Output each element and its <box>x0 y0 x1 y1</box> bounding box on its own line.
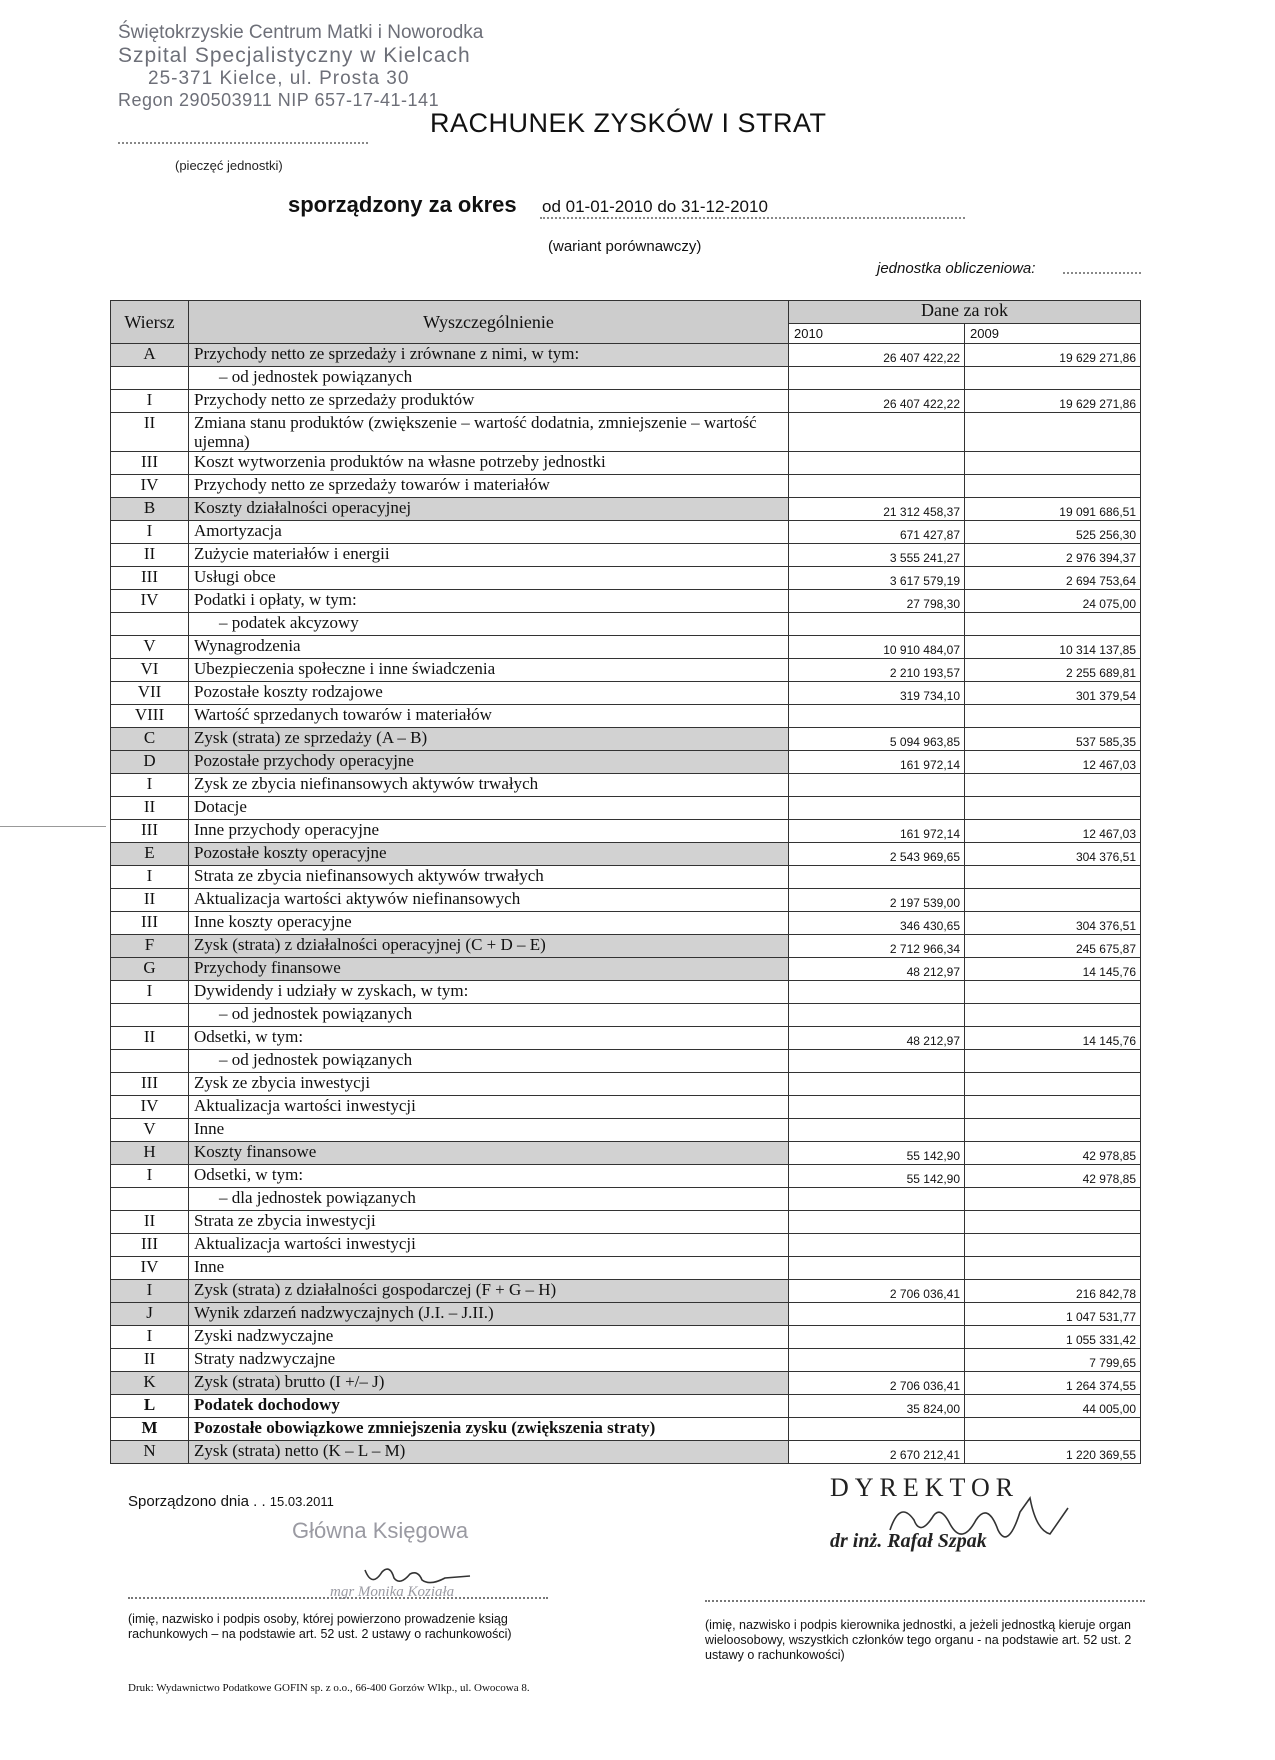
table-row <box>111 367 1141 390</box>
director-dotted-line <box>705 1600 1145 1602</box>
table-row <box>111 912 1141 935</box>
table-row <box>111 797 1141 820</box>
value-2010-cell <box>789 1349 965 1372</box>
row-number-cell: VII <box>111 682 189 705</box>
value-2009-cell: 2 255 689,81 <box>965 659 1141 682</box>
table-row <box>111 1441 1141 1464</box>
row-description-cell: Strata ze zbycia niefinansowych aktywów trwałych <box>189 866 789 889</box>
value-2010-cell: 2 712 966,34 <box>789 935 965 958</box>
value-2009-cell: 525 256,30 <box>965 521 1141 544</box>
value-2010-cell: 55 142,90 <box>789 1142 965 1165</box>
value-2010-cell: 2 706 036,41 <box>789 1372 965 1395</box>
table-row <box>111 1119 1141 1142</box>
row-description-cell: Amortyzacja <box>189 521 789 544</box>
income-statement-table <box>110 300 1141 1464</box>
row-description-cell: Zmiana stanu produktów (zwiększenie – wartość dodatnia, zmniejszenie – wartość ujemna) <box>189 413 789 452</box>
row-number-cell: N <box>111 1441 189 1464</box>
row-number-cell: I <box>111 866 189 889</box>
accountant-name-stamp: mgr Monika Koziała <box>330 1584 455 1600</box>
value-2010-cell: 10 910 484,07 <box>789 636 965 659</box>
value-2009-cell: 1 220 369,55 <box>965 1441 1141 1464</box>
row-description-cell: Koszty finansowe <box>189 1142 789 1165</box>
row-description-cell: Inne przychody operacyjne <box>189 820 789 843</box>
value-2009-cell <box>965 1004 1141 1027</box>
table-row <box>111 981 1141 1004</box>
value-2009-cell: 19 629 271,86 <box>965 344 1141 367</box>
row-description-cell: Zysk ze zbycia niefinansowych aktywów trwałych <box>189 774 789 797</box>
row-number-cell: V <box>111 1119 189 1142</box>
value-2009-cell <box>965 1211 1141 1234</box>
row-number-cell: III <box>111 452 189 475</box>
row-number-cell <box>111 1050 189 1073</box>
row-number-cell <box>111 1188 189 1211</box>
table-row <box>111 1395 1141 1418</box>
table-row <box>111 1027 1141 1050</box>
value-2010-cell: 21 312 458,37 <box>789 498 965 521</box>
row-description-cell: – podatek akcyzowy <box>189 613 789 636</box>
unit-label: jednostka obliczeniowa: <box>877 260 1036 277</box>
row-description-cell: Aktualizacja wartości aktywów niefinansowych <box>189 889 789 912</box>
table-row <box>111 452 1141 475</box>
prepared-date: 15.03.2011 <box>269 1494 334 1509</box>
row-description-cell: Koszty działalności operacyjnej <box>189 498 789 521</box>
table-row <box>111 1418 1141 1441</box>
chief-accountant-stamp: Główna Księgowa <box>292 1518 469 1543</box>
table-row <box>111 1188 1141 1211</box>
row-number-cell: I <box>111 1165 189 1188</box>
row-description-cell: Przychody finansowe <box>189 958 789 981</box>
value-2009-cell <box>965 1418 1141 1441</box>
row-description-cell: Dotacje <box>189 797 789 820</box>
table-row <box>111 659 1141 682</box>
value-2010-cell: 2 543 969,65 <box>789 843 965 866</box>
table-row <box>111 935 1141 958</box>
table-row <box>111 1326 1141 1349</box>
value-2010-cell: 3 617 579,19 <box>789 567 965 590</box>
value-2009-cell: 304 376,51 <box>965 843 1141 866</box>
director-stamp-title: DYREKTOR <box>830 1473 1020 1502</box>
value-2009-cell: 301 379,54 <box>965 682 1141 705</box>
value-2009-cell: 10 314 137,85 <box>965 636 1141 659</box>
row-description-cell: Aktualizacja wartości inwestycji <box>189 1234 789 1257</box>
value-2010-cell: 346 430,65 <box>789 912 965 935</box>
row-description-cell: Wartość sprzedanych towarów i materiałów <box>189 705 789 728</box>
value-2010-cell <box>789 1004 965 1027</box>
director-name-stamp: dr inż. Rafał Szpak <box>830 1530 987 1552</box>
row-description-cell: Strata ze zbycia inwestycji <box>189 1211 789 1234</box>
value-2010-cell <box>789 452 965 475</box>
table-row <box>111 1257 1141 1280</box>
row-number-cell: V <box>111 636 189 659</box>
row-number-cell: E <box>111 843 189 866</box>
table-row <box>111 590 1141 613</box>
row-description-cell: Zysk (strata) z działalności gospodarczej (F + G – H) <box>189 1280 789 1303</box>
value-2010-cell: 26 407 422,22 <box>789 344 965 367</box>
row-description-cell: Zysk (strata) netto (K – L – M) <box>189 1441 789 1464</box>
row-description-cell: Ubezpieczenia społeczne i inne świadczenia <box>189 659 789 682</box>
value-2010-cell <box>789 1326 965 1349</box>
table-row <box>111 544 1141 567</box>
table-row <box>111 1372 1141 1395</box>
stamp-line-3: 25-371 Kielce, ul. Prosta 30 <box>148 68 410 89</box>
row-number-cell <box>111 613 189 636</box>
row-number-cell: III <box>111 1234 189 1257</box>
value-2010-cell <box>789 475 965 498</box>
value-2009-cell <box>965 797 1141 820</box>
table-row <box>111 1142 1141 1165</box>
value-2010-cell: 2 210 193,57 <box>789 659 965 682</box>
header-year-2009: 2009 <box>965 323 1141 343</box>
table-row <box>111 866 1141 889</box>
value-2010-cell <box>789 1211 965 1234</box>
row-description-cell: Inne koszty operacyjne <box>189 912 789 935</box>
variant-label: (wariant porównawczy) <box>548 238 702 255</box>
table-row <box>111 475 1141 498</box>
document-title: RACHUNEK ZYSKÓW I STRAT <box>430 108 827 138</box>
value-2009-cell: 1 047 531,77 <box>965 1303 1141 1326</box>
table-row <box>111 344 1141 367</box>
period-label: sporządzony za okres <box>288 192 517 217</box>
row-number-cell: B <box>111 498 189 521</box>
row-description-cell: Inne <box>189 1257 789 1280</box>
value-2010-cell <box>789 413 965 452</box>
row-description-cell: Przychody netto ze sprzedaży produktów <box>189 390 789 413</box>
value-2009-cell <box>965 1073 1141 1096</box>
table-body <box>111 344 1141 1464</box>
value-2009-cell: 42 978,85 <box>965 1142 1141 1165</box>
value-2009-cell: 2 976 394,37 <box>965 544 1141 567</box>
value-2010-cell: 26 407 422,22 <box>789 390 965 413</box>
value-2009-cell: 19 629 271,86 <box>965 390 1141 413</box>
stamp-caption: (pieczęć jednostki) <box>175 158 283 173</box>
row-number-cell: III <box>111 1073 189 1096</box>
row-number-cell: A <box>111 344 189 367</box>
table-row <box>111 1234 1141 1257</box>
row-number-cell: IV <box>111 590 189 613</box>
row-description-cell: Podatek dochodowy <box>189 1395 789 1418</box>
value-2010-cell <box>789 367 965 390</box>
table-row <box>111 751 1141 774</box>
value-2009-cell <box>965 705 1141 728</box>
table-row <box>111 1165 1141 1188</box>
row-number-cell: IV <box>111 1257 189 1280</box>
row-description-cell: Przychody netto ze sprzedaży i zrównane z nimi, w tym: <box>189 344 789 367</box>
row-description-cell: Wynik zdarzeń nadzwyczajnych (J.I. – J.II.) <box>189 1303 789 1326</box>
row-number-cell: I <box>111 390 189 413</box>
row-number-cell: G <box>111 958 189 981</box>
row-description-cell: Zysk (strata) brutto (I +/– J) <box>189 1372 789 1395</box>
director-caption: (imię, nazwisko i podpis kierownika jednostki, a jeżeli jednostką kieruje organ wieloosobowy, wszystkich członków tego organu - na podstawie art. 52 ust. 2 ustawy o rachunkowości) <box>705 1618 1132 1662</box>
value-2009-cell: 42 978,85 <box>965 1165 1141 1188</box>
value-2009-cell: 14 145,76 <box>965 958 1141 981</box>
value-2010-cell <box>789 774 965 797</box>
value-2009-cell <box>965 367 1141 390</box>
printer-imprint: Druk: Wydawnictwo Podatkowe GOFIN sp. z o.o., 66-400 Gorzów Wlkp., ul. Owocowa 8. <box>128 1682 530 1694</box>
table-row <box>111 636 1141 659</box>
row-number-cell: II <box>111 544 189 567</box>
header-description: Wyszczególnienie <box>189 301 789 344</box>
row-number-cell: II <box>111 1349 189 1372</box>
value-2010-cell <box>789 1188 965 1211</box>
value-2009-cell <box>965 475 1141 498</box>
value-2010-cell <box>789 981 965 1004</box>
value-2010-cell <box>789 1119 965 1142</box>
value-2010-cell <box>789 1050 965 1073</box>
value-2009-cell <box>965 1257 1141 1280</box>
header-row-number: Wiersz <box>111 301 189 344</box>
table-row <box>111 958 1141 981</box>
value-2009-cell: 2 694 753,64 <box>965 567 1141 590</box>
row-description-cell: Aktualizacja wartości inwestycji <box>189 1096 789 1119</box>
value-2009-cell: 24 075,00 <box>965 590 1141 613</box>
row-description-cell: Wynagrodzenia <box>189 636 789 659</box>
value-2009-cell: 1 264 374,55 <box>965 1372 1141 1395</box>
value-2010-cell: 2 706 036,41 <box>789 1280 965 1303</box>
value-2009-cell: 19 091 686,51 <box>965 498 1141 521</box>
value-2009-cell: 304 376,51 <box>965 912 1141 935</box>
prepared-date-line: Sporządzono dnia . . 15.03.2011 <box>128 1493 334 1510</box>
header-data-for-year: Dane za rok <box>789 301 1141 324</box>
row-description-cell: Zużycie materiałów i energii <box>189 544 789 567</box>
row-description-cell: Dywidendy i udziały w zyskach, w tym: <box>189 981 789 1004</box>
row-description-cell: Odsetki, w tym: <box>189 1165 789 1188</box>
value-2009-cell <box>965 613 1141 636</box>
row-number-cell: VI <box>111 659 189 682</box>
value-2010-cell: 5 094 963,85 <box>789 728 965 751</box>
value-2010-cell <box>789 1073 965 1096</box>
header-year-2010: 2010 <box>789 323 965 343</box>
unit-stamp <box>118 22 484 111</box>
row-description-cell: Zysk (strata) ze sprzedaży (A – B) <box>189 728 789 751</box>
row-number-cell: L <box>111 1395 189 1418</box>
row-number-cell: III <box>111 912 189 935</box>
period-value: od 01-01-2010 do 31-12-2010 <box>542 197 768 216</box>
value-2010-cell: 2 197 539,00 <box>789 889 965 912</box>
value-2009-cell <box>965 1050 1141 1073</box>
value-2009-cell: 216 842,78 <box>965 1280 1141 1303</box>
value-2009-cell <box>965 889 1141 912</box>
value-2010-cell <box>789 1096 965 1119</box>
value-2009-cell <box>965 413 1141 452</box>
row-number-cell: H <box>111 1142 189 1165</box>
row-number-cell: II <box>111 413 189 452</box>
value-2009-cell <box>965 1188 1141 1211</box>
row-number-cell: II <box>111 889 189 912</box>
row-description-cell: Zysk (strata) z działalności operacyjnej (C + D – E) <box>189 935 789 958</box>
row-description-cell: Pozostałe przychody operacyjne <box>189 751 789 774</box>
row-number-cell: I <box>111 1326 189 1349</box>
table-row <box>111 390 1141 413</box>
value-2010-cell <box>789 1257 965 1280</box>
row-description-cell: Koszt wytworzenia produktów na własne potrzeby jednostki <box>189 452 789 475</box>
value-2010-cell: 319 734,10 <box>789 682 965 705</box>
table-row <box>111 521 1141 544</box>
value-2010-cell: 48 212,97 <box>789 1027 965 1050</box>
row-number-cell: F <box>111 935 189 958</box>
row-description-cell: Pozostałe koszty rodzajowe <box>189 682 789 705</box>
value-2009-cell <box>965 1234 1141 1257</box>
value-2009-cell <box>965 1096 1141 1119</box>
row-number-cell: I <box>111 1280 189 1303</box>
value-2009-cell <box>965 774 1141 797</box>
table-row <box>111 1349 1141 1372</box>
row-number-cell <box>111 1004 189 1027</box>
table-row <box>111 889 1141 912</box>
row-number-cell: K <box>111 1372 189 1395</box>
value-2009-cell <box>965 981 1141 1004</box>
value-2009-cell <box>965 1119 1141 1142</box>
row-number-cell: I <box>111 521 189 544</box>
value-2010-cell: 671 427,87 <box>789 521 965 544</box>
table-row <box>111 567 1141 590</box>
row-description-cell: Straty nadzwyczajne <box>189 1349 789 1372</box>
value-2009-cell <box>965 452 1141 475</box>
row-number-cell <box>111 367 189 390</box>
value-2009-cell <box>965 866 1141 889</box>
row-number-cell: VIII <box>111 705 189 728</box>
row-number-cell: I <box>111 774 189 797</box>
row-description-cell: Podatki i opłaty, w tym: <box>189 590 789 613</box>
value-2010-cell: 161 972,14 <box>789 751 965 774</box>
row-description-cell: Inne <box>189 1119 789 1142</box>
row-number-cell: II <box>111 1211 189 1234</box>
table-row <box>111 1096 1141 1119</box>
table-row <box>111 413 1141 452</box>
value-2010-cell <box>789 1303 965 1326</box>
value-2010-cell: 3 555 241,27 <box>789 544 965 567</box>
row-number-cell: III <box>111 567 189 590</box>
stamp-dotted-line <box>118 142 368 144</box>
row-description-cell: – od jednostek powiązanych <box>189 1050 789 1073</box>
table-row <box>111 613 1141 636</box>
stamp-line-2: Szpital Specjalistyczny w Kielcach <box>118 44 471 67</box>
accountant-dotted-line <box>128 1597 548 1599</box>
row-description-cell: Zyski nadzwyczajne <box>189 1326 789 1349</box>
table-row <box>111 1280 1141 1303</box>
row-description-cell: – od jednostek powiązanych <box>189 367 789 390</box>
row-number-cell: IV <box>111 475 189 498</box>
table-row <box>111 498 1141 521</box>
row-number-cell: I <box>111 981 189 1004</box>
stamp-line-1: Świętokrzyskie Centrum Matki i Noworodka <box>118 22 484 43</box>
value-2010-cell: 27 798,30 <box>789 590 965 613</box>
prepared-label: Sporządzono dnia <box>128 1493 249 1510</box>
value-2009-cell: 14 145,76 <box>965 1027 1141 1050</box>
value-2009-cell: 12 467,03 <box>965 820 1141 843</box>
row-number-cell: II <box>111 797 189 820</box>
row-number-cell: IV <box>111 1096 189 1119</box>
scan-margin-line <box>0 826 106 827</box>
table-row <box>111 843 1141 866</box>
table-row <box>111 1303 1141 1326</box>
row-description-cell: Przychody netto ze sprzedaży towarów i materiałów <box>189 475 789 498</box>
value-2010-cell <box>789 705 965 728</box>
row-description-cell: Odsetki, w tym: <box>189 1027 789 1050</box>
value-2009-cell: 12 467,03 <box>965 751 1141 774</box>
value-2010-cell: 35 824,00 <box>789 1395 965 1418</box>
table-row <box>111 682 1141 705</box>
table-row <box>111 705 1141 728</box>
row-number-cell: II <box>111 1027 189 1050</box>
row-number-cell: III <box>111 820 189 843</box>
row-description-cell: – od jednostek powiązanych <box>189 1004 789 1027</box>
value-2010-cell <box>789 866 965 889</box>
row-number-cell: M <box>111 1418 189 1441</box>
table-row <box>111 728 1141 751</box>
row-description-cell: Pozostałe obowiązkowe zmniejszenia zysku (zwiększenia straty) <box>189 1418 789 1441</box>
period-dotted-line <box>540 217 965 219</box>
value-2009-cell: 245 675,87 <box>965 935 1141 958</box>
value-2009-cell: 1 055 331,42 <box>965 1326 1141 1349</box>
table-row <box>111 820 1141 843</box>
value-2010-cell: 55 142,90 <box>789 1165 965 1188</box>
row-description-cell: Pozostałe koszty operacyjne <box>189 843 789 866</box>
row-number-cell: J <box>111 1303 189 1326</box>
value-2010-cell: 48 212,97 <box>789 958 965 981</box>
row-number-cell: C <box>111 728 189 751</box>
row-description-cell: – dla jednostek powiązanych <box>189 1188 789 1211</box>
row-description-cell: Zysk ze zbycia inwestycji <box>189 1073 789 1096</box>
table-row <box>111 774 1141 797</box>
table-row <box>111 1073 1141 1096</box>
accountant-caption: (imię, nazwisko i podpis osoby, której powierzono prowadzenie ksiąg rachunkowych – na podstawie art. 52 ust. 2 ustawy o rachunkowości) <box>128 1612 512 1641</box>
row-description-cell: Usługi obce <box>189 567 789 590</box>
unit-dotted-line <box>1063 272 1141 274</box>
value-2010-cell <box>789 613 965 636</box>
value-2010-cell <box>789 1234 965 1257</box>
stamp-line-4: Regon 290503911 NIP 657-17-41-141 <box>118 90 440 110</box>
value-2010-cell: 161 972,14 <box>789 820 965 843</box>
value-2010-cell <box>789 797 965 820</box>
value-2009-cell: 44 005,00 <box>965 1395 1141 1418</box>
row-number-cell: D <box>111 751 189 774</box>
table-row <box>111 1004 1141 1027</box>
table-row <box>111 1050 1141 1073</box>
header-row <box>111 301 1141 324</box>
value-2010-cell: 2 670 212,41 <box>789 1441 965 1464</box>
value-2009-cell: 537 585,35 <box>965 728 1141 751</box>
value-2010-cell <box>789 1418 965 1441</box>
table-row <box>111 1211 1141 1234</box>
value-2009-cell: 7 799,65 <box>965 1349 1141 1372</box>
